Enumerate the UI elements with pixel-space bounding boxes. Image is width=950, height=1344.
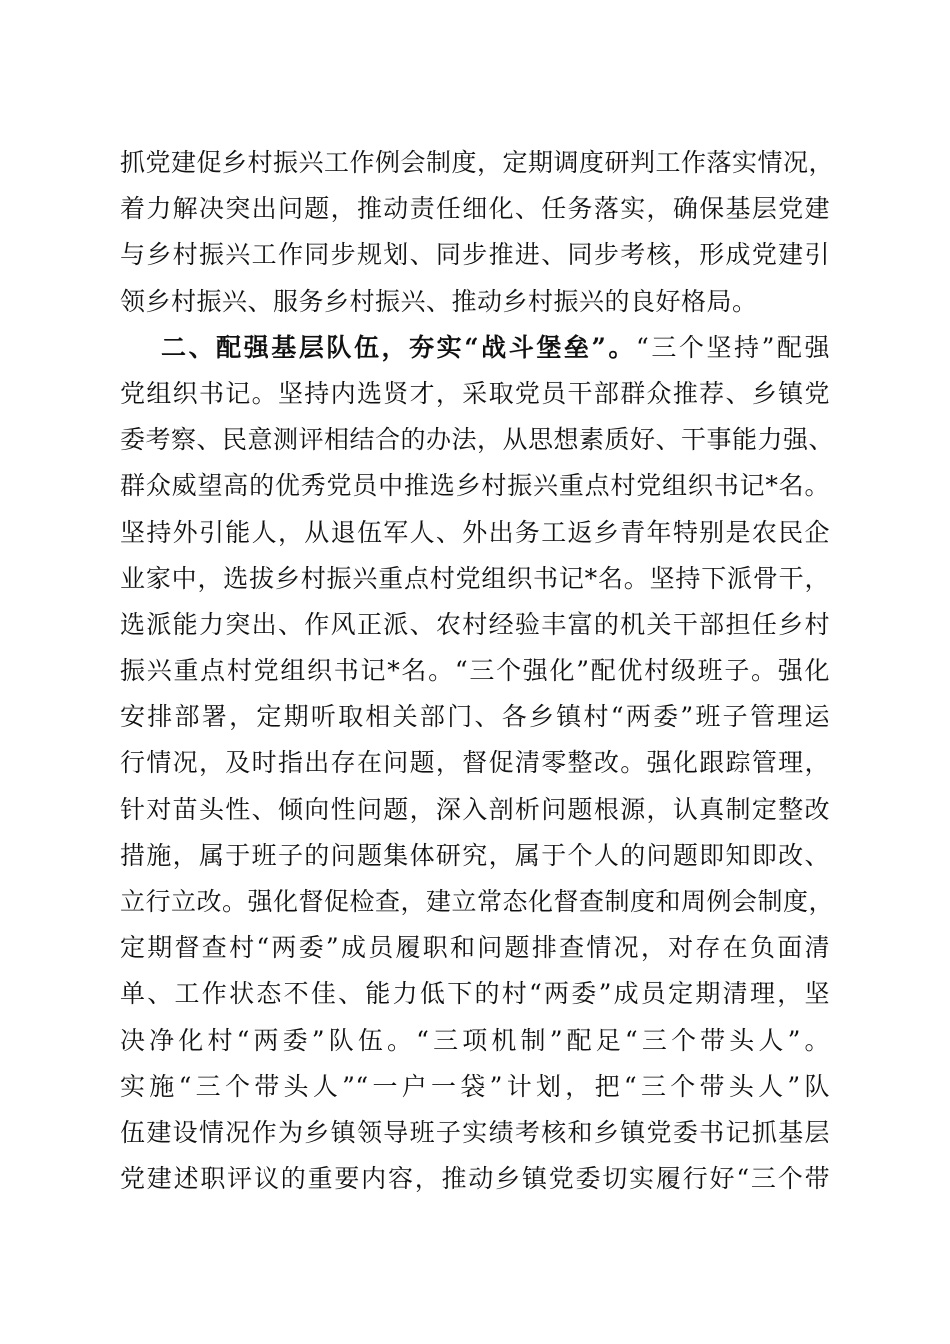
text-line: 安排部署，定期听取相关部门、各乡镇村“两委”班子管理运 <box>120 702 830 732</box>
text-line: 委考察、民意测评相结合的办法，从思想素质好、干事能力强、 <box>120 425 835 455</box>
paragraph-section-two <box>120 325 835 1203</box>
section-heading: 二、配强基层队伍，夯实“战斗堡垒”。 <box>161 332 636 362</box>
text-line: 业家中，选拔乡村振兴重点村党组织书记*名。坚持下派骨干， <box>120 563 830 593</box>
text-line: 党组织书记。坚持内选贤才，采取党员干部群众推荐、乡镇党 <box>120 378 830 408</box>
text-line: 决净化村“两委”队伍。“三项机制”配足“三个带头人”。 <box>120 1025 830 1055</box>
text-line: 领乡村振兴、服务乡村振兴、推动乡村振兴的良好格局。 <box>120 286 758 316</box>
text-line: 行情况，及时指出存在问题，督促清零整改。强化跟踪管理， <box>120 748 830 778</box>
text-line: 振兴重点村党组织书记*名。“三个强化”配优村级班子。强化 <box>120 656 830 686</box>
text-line: 实施“三个带头人”“一户一袋”计划，把“三个带头人”队 <box>120 1071 830 1101</box>
text-line: 着力解决突出问题，推动责任细化、任务落实，确保基层党建 <box>120 194 830 224</box>
text-line: 选派能力突出、作风正派、农村经验丰富的机关干部担任乡村 <box>120 609 830 639</box>
text-run: “三个坚持”配强 <box>635 332 830 362</box>
document-body <box>120 140 835 1202</box>
text-line: 群众威望高的优秀党员中推选乡村振兴重点村党组织书记*名。 <box>120 471 830 501</box>
text-line: 抓党建促乡村振兴工作例会制度，定期调度研判工作落实情况， <box>120 148 835 177</box>
section-heading-line <box>120 325 830 371</box>
text-line: 与乡村振兴工作同步规划、同步推进、同步考核，形成党建引 <box>120 240 830 270</box>
text-line: 伍建设情况作为乡镇领导班子实绩考核和乡镇党委书记抓基层 <box>120 1117 830 1147</box>
text-line: 定期督查村“两委”成员履职和问题排查情况，对存在负面清 <box>120 933 830 963</box>
text-line: 坚持外引能人，从退伍军人、外出务工返乡青年特别是农民企 <box>120 517 830 547</box>
text-line: 措施，属于班子的问题集体研究，属于个人的问题即知即改、 <box>120 840 830 870</box>
text-line: 单、工作状态不佳、能力低下的村“两委”成员定期清理，坚 <box>120 979 830 1009</box>
text-line: 立行立改。强化督促检查，建立常态化督查制度和周例会制度， <box>120 887 835 916</box>
text-line: 党建述职评议的重要内容，推动乡镇党委切实履行好“三个带 <box>120 1164 830 1194</box>
text-line: 针对苗头性、倾向性问题，深入剖析问题根源，认真制定整改 <box>120 794 830 824</box>
paragraph-continuation <box>120 140 835 325</box>
